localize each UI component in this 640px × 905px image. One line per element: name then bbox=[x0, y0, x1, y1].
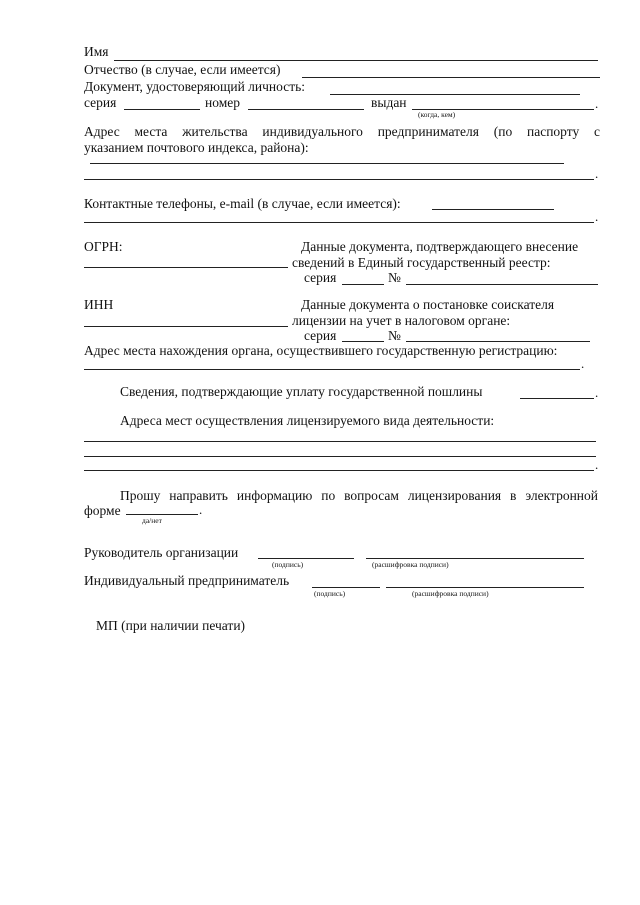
egr-number-sign: № bbox=[388, 270, 401, 285]
inn-field[interactable] bbox=[84, 326, 288, 327]
patronymic-field[interactable] bbox=[302, 77, 600, 78]
issued-label: выдан bbox=[371, 95, 407, 110]
request-line2: форме bbox=[84, 503, 121, 518]
head-signature-field[interactable] bbox=[258, 558, 354, 559]
head-label: Руководитель организации bbox=[84, 545, 239, 560]
inn-label: ИНН bbox=[84, 297, 114, 312]
series-label: серия bbox=[84, 95, 117, 110]
activity-addresses-label: Адреса мест осуществления лицензируемого вида деятельности: bbox=[120, 413, 495, 428]
tax-doc-line1: Данные документа о постановке соискателя bbox=[301, 297, 555, 312]
id-doc-label: Документ, удостоверяющий личность: bbox=[84, 79, 306, 94]
fee-field[interactable] bbox=[520, 398, 594, 399]
head-signature-hint: (подпись) bbox=[272, 560, 304, 569]
address-field-2[interactable] bbox=[84, 179, 594, 180]
contacts-field-2[interactable] bbox=[84, 222, 594, 223]
issued-hint: (когда, кем) bbox=[418, 110, 456, 119]
egr-doc-line1: Данные документа, подтверждающего внесение bbox=[301, 239, 579, 254]
reg-authority-label: Адрес места нахождения органа, осуществившего государственную регистрацию: bbox=[84, 343, 558, 358]
ogrn-field[interactable] bbox=[84, 267, 288, 268]
id-doc-field[interactable] bbox=[330, 94, 580, 95]
address-field-1[interactable] bbox=[90, 163, 564, 164]
reg-authority-field[interactable] bbox=[84, 369, 580, 370]
period: . bbox=[581, 356, 585, 371]
period: . bbox=[595, 166, 599, 181]
egr-number-field[interactable] bbox=[406, 284, 598, 285]
entrepreneur-signature-decode-field[interactable] bbox=[386, 587, 584, 588]
egr-series-field[interactable] bbox=[342, 284, 384, 285]
tax-number-sign: № bbox=[388, 328, 401, 343]
entrepreneur-label: Индивидуальный предприниматель bbox=[84, 573, 290, 588]
name-label: Имя bbox=[84, 44, 109, 59]
patronymic-label: Отчество (в случае, если имеется) bbox=[84, 62, 281, 77]
tax-doc-line2: лицензии на учет в налоговом органе: bbox=[292, 313, 511, 328]
activity-address-field-3[interactable] bbox=[84, 470, 594, 471]
egr-doc-line2: сведений в Единый государственный реестр: bbox=[292, 255, 551, 270]
fee-label: Сведения, подтверждающие уплату государственной пошлины bbox=[120, 384, 483, 399]
head-signature-decode-field[interactable] bbox=[366, 558, 584, 559]
tax-series-label: серия bbox=[304, 328, 337, 343]
ogrn-label: ОГРН: bbox=[84, 239, 123, 254]
request-text: Прошу направить информацию по вопросам лицензирования в электронной bbox=[120, 488, 598, 503]
request-line1 bbox=[120, 488, 598, 504]
egr-series-label: серия bbox=[304, 270, 337, 285]
tax-number-field[interactable] bbox=[406, 341, 590, 342]
tax-series-field[interactable] bbox=[342, 341, 384, 342]
period: . bbox=[595, 209, 599, 224]
period: . bbox=[595, 96, 599, 111]
head-signature-decode-hint: (расшифровка подписи) bbox=[372, 560, 449, 569]
address-label-text: Адрес места жительства индивидуального предпринимателя (по паспорту с bbox=[84, 124, 600, 139]
contacts-field-1[interactable] bbox=[432, 209, 554, 210]
entrepreneur-signature-hint: (подпись) bbox=[314, 589, 346, 598]
passport-number-field[interactable] bbox=[248, 109, 364, 110]
entrepreneur-signature-field[interactable] bbox=[312, 587, 380, 588]
yes-no-hint: да/нет bbox=[142, 516, 162, 525]
period: . bbox=[595, 457, 599, 472]
activity-address-field-2[interactable] bbox=[84, 456, 596, 457]
address-label-line2: указанием почтового индекса, района): bbox=[84, 140, 309, 155]
stamp-label: МП (при наличии печати) bbox=[96, 618, 246, 633]
contacts-label: Контактные телефоны, e-mail (в случае, если имеется): bbox=[84, 196, 401, 211]
passport-series-field[interactable] bbox=[124, 109, 200, 110]
period: . bbox=[595, 385, 599, 400]
address-label-line1 bbox=[84, 124, 600, 140]
period: . bbox=[199, 502, 203, 517]
email-yes-no-field[interactable] bbox=[126, 514, 198, 515]
entrepreneur-signature-decode-hint: (расшифровка подписи) bbox=[412, 589, 489, 598]
name-field[interactable] bbox=[114, 60, 598, 61]
number-label: номер bbox=[205, 95, 241, 110]
activity-address-field-1[interactable] bbox=[84, 441, 596, 442]
